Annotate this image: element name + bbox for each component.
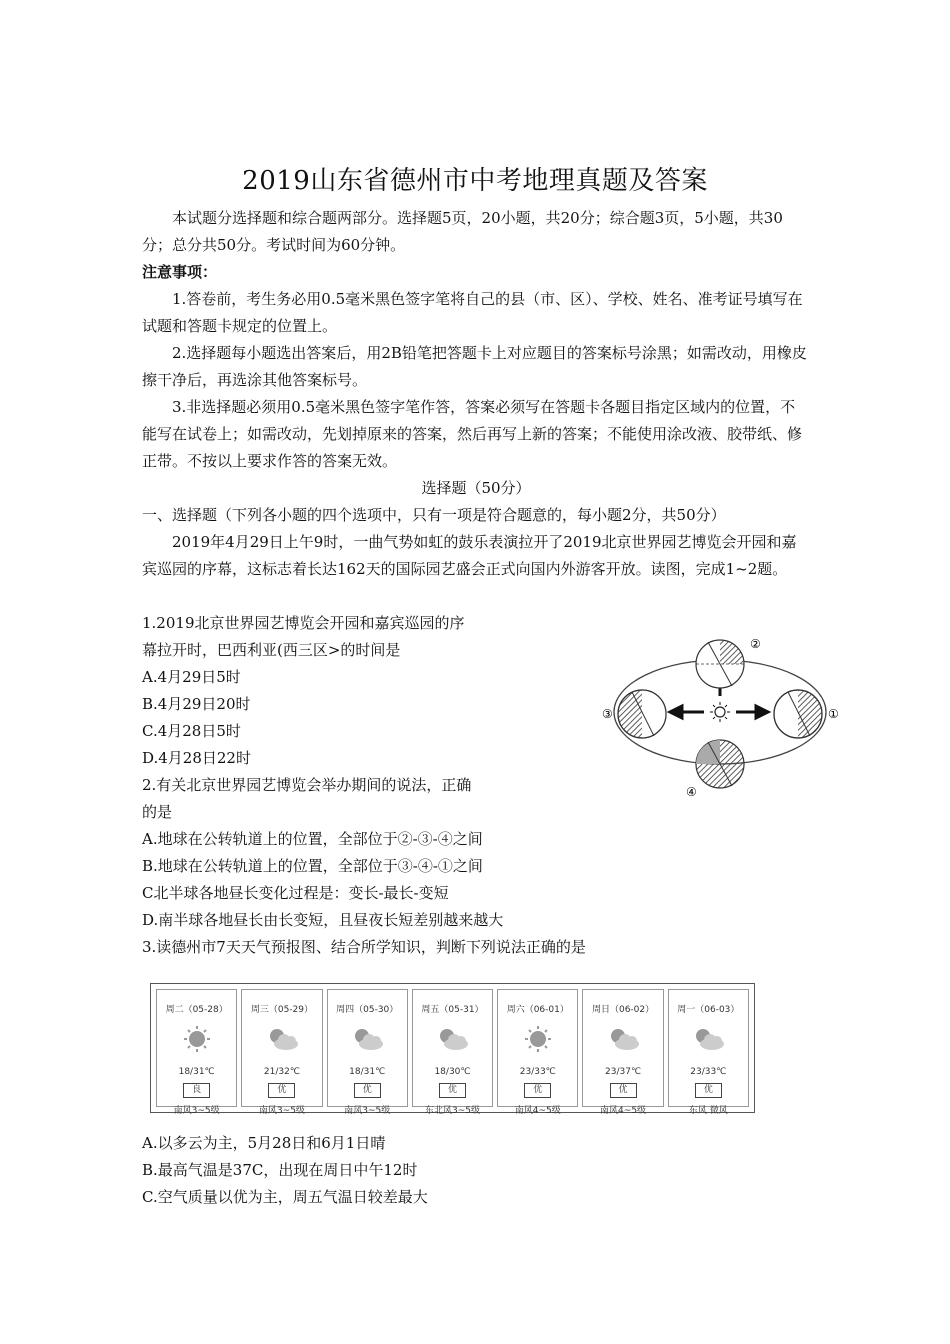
weather-day-label: 周六（06-01） — [506, 1005, 569, 1015]
notice-item-3: 3.非选择题必须用0.5毫米黑色签字笔作答，答案必须写在答题卡各题目指定区域内的位置，不能写在试卷上；如需改动，先划掉原来的答案，然后再写上新的答案；不能使用涂改液、胶带纸、修正带。不按以上要求作答的答案无效。 — [142, 398, 803, 470]
weather-temp: 23/37℃ — [605, 1067, 642, 1077]
weather-day-label: 周日（06-02） — [591, 1005, 655, 1015]
q1-option-d: D.4月28日22时 — [142, 749, 251, 767]
q1-option-c: C.4月28日5时 — [142, 722, 241, 740]
weather-day-label: 周五（05-31） — [421, 1005, 484, 1015]
sunny-icon — [177, 1025, 217, 1053]
orbit-label-3: ③ — [602, 707, 613, 721]
weather-wind: 南风3~5级 — [344, 1106, 391, 1116]
weather-day-label: 周三（05-29） — [250, 1005, 313, 1015]
weather-air-quality: 优 — [610, 1083, 637, 1098]
weather-wind: 东北风3~5级 — [424, 1106, 480, 1116]
notice-item-1: 1.答卷前，考生务必用0.5毫米黑色签字笔将自己的县（市、区）、学校、姓名、准考证号填写在试题和答题卡规定的位置上。 — [142, 290, 803, 335]
weather-air-quality: 优 — [695, 1083, 722, 1098]
earth-position-1 — [774, 690, 822, 738]
weather-day-2 — [241, 989, 322, 1116]
notice-heading: 注意事项： — [142, 263, 218, 281]
weather-day-5 — [497, 989, 578, 1116]
weather-wind: 南风4~5级 — [600, 1106, 647, 1116]
weather-temp: 18/31℃ — [178, 1067, 215, 1077]
partly-cloudy-icon — [603, 1025, 643, 1053]
weather-wind: 南风4~5级 — [514, 1106, 561, 1116]
partly-cloudy-icon — [432, 1025, 472, 1053]
earth-position-2 — [696, 640, 744, 688]
q1-stem-line2: 幕拉开时，巴西利亚(西三区>的时间是 — [142, 641, 401, 659]
orbit-label-1: ① — [828, 707, 839, 721]
orbit-label-4: ④ — [686, 785, 697, 799]
weather-temp: 21/32℃ — [263, 1067, 300, 1077]
weather-air-quality: 优 — [524, 1083, 551, 1098]
weather-air-quality: 优 — [439, 1083, 466, 1098]
weather-day-7 — [668, 989, 749, 1116]
partly-cloudy-icon — [262, 1025, 302, 1053]
weather-day-label: 周二（05-28） — [165, 1005, 228, 1015]
weather-day-6 — [582, 989, 663, 1116]
weather-air-quality: 良 — [183, 1083, 210, 1098]
q2-stem-line2: 的是 — [142, 803, 173, 821]
notice-item-2: 2.选择题每小题选出答案后，用2B铅笔把答题卡上对应题目的答案标号涂黑；如需改动，用橡皮擦干净后，再选涂其他答案标号。 — [142, 344, 807, 389]
weather-wind: 东风 微风 — [688, 1106, 728, 1116]
page-title: 2019山东省德州市中考地理真题及答案 — [242, 166, 708, 196]
reading-passage: 2019年4月29日上午9时，一曲气势如虹的鼓乐表演拉开了2019北京世界园艺博览会开园和嘉宾巡园的序幕，这标志着长达162天的国际园艺盛会正式向国内外游客开放。读图，完成1~2题。 — [142, 533, 797, 578]
q2-option-c: C北半球各地昼长变化过程是：变长-最长-变短 — [142, 884, 449, 902]
orbit-label-2: ② — [750, 637, 761, 651]
weather-day-3 — [327, 989, 408, 1116]
q1-option-b: B.4月29日20时 — [142, 695, 251, 713]
q1-stem-line1: 1.2019北京世界园艺博览会开园和嘉宾巡园的序 — [142, 614, 465, 632]
weather-day-label: 周四（05-30） — [336, 1005, 399, 1015]
q3-option-b: B.最高气温是37C，出现在周日中午12时 — [142, 1161, 418, 1179]
weather-wind: 南风3~5级 — [173, 1106, 220, 1116]
q2-option-a: A.地球在公转轨道上的位置，全部位于②-③-④之间 — [142, 830, 483, 848]
q3-option-c: C.空气质量以优为主，周五气温日较差最大 — [142, 1188, 428, 1206]
earth-position-3 — [618, 690, 666, 738]
earth-position-4 — [696, 740, 744, 788]
weather-temp: 18/31℃ — [349, 1067, 386, 1077]
partly-cloudy-icon — [688, 1025, 728, 1053]
weather-temp: 23/33℃ — [690, 1067, 727, 1077]
sunny-icon — [518, 1025, 558, 1053]
weather-air-quality: 优 — [354, 1083, 381, 1098]
intro-paragraph: 本试题分选择题和综合题两部分。选择题5页，20小题，共20分；综合题3页，5小题，共30分；总分共50分。考试时间为60分钟。 — [142, 209, 783, 254]
section-title: 选择题（50分） — [421, 479, 531, 497]
weather-forecast-table — [150, 983, 755, 1116]
q2-option-d: D.南半球各地昼长由长变短，且昼夜长短差别越来越大 — [142, 911, 504, 929]
q3-option-a: A.以多云为主，5月28日和6月1日晴 — [142, 1134, 386, 1152]
q2-option-b: B.地球在公转轨道上的位置，全部位于③-④-①之间 — [142, 857, 483, 875]
q2-stem-line1: 2.有关北京世界园艺博览会举办期间的说法，正确 — [142, 776, 472, 794]
q3-stem: 3.读德州市7天天气预报图、结合所学知识，判断下列说法正确的是 — [142, 938, 586, 956]
q1-option-a: A.4月29日5时 — [142, 668, 241, 686]
earth-orbit-diagram — [598, 630, 853, 800]
weather-temp: 18/30℃ — [434, 1067, 471, 1077]
weather-air-quality: 优 — [268, 1083, 295, 1098]
section-instruction: 一、选择题（下列各小题的四个选项中，只有一项是符合题意的，每小题2分，共50分） — [142, 506, 726, 524]
sun-icon — [710, 702, 730, 722]
weather-day-4 — [412, 989, 493, 1116]
weather-day-1 — [156, 989, 237, 1116]
weather-day-label: 周一（06-03） — [677, 1005, 740, 1015]
partly-cloudy-icon — [347, 1025, 387, 1053]
weather-wind: 南风3~5级 — [258, 1106, 305, 1116]
weather-temp: 23/33℃ — [519, 1067, 556, 1077]
